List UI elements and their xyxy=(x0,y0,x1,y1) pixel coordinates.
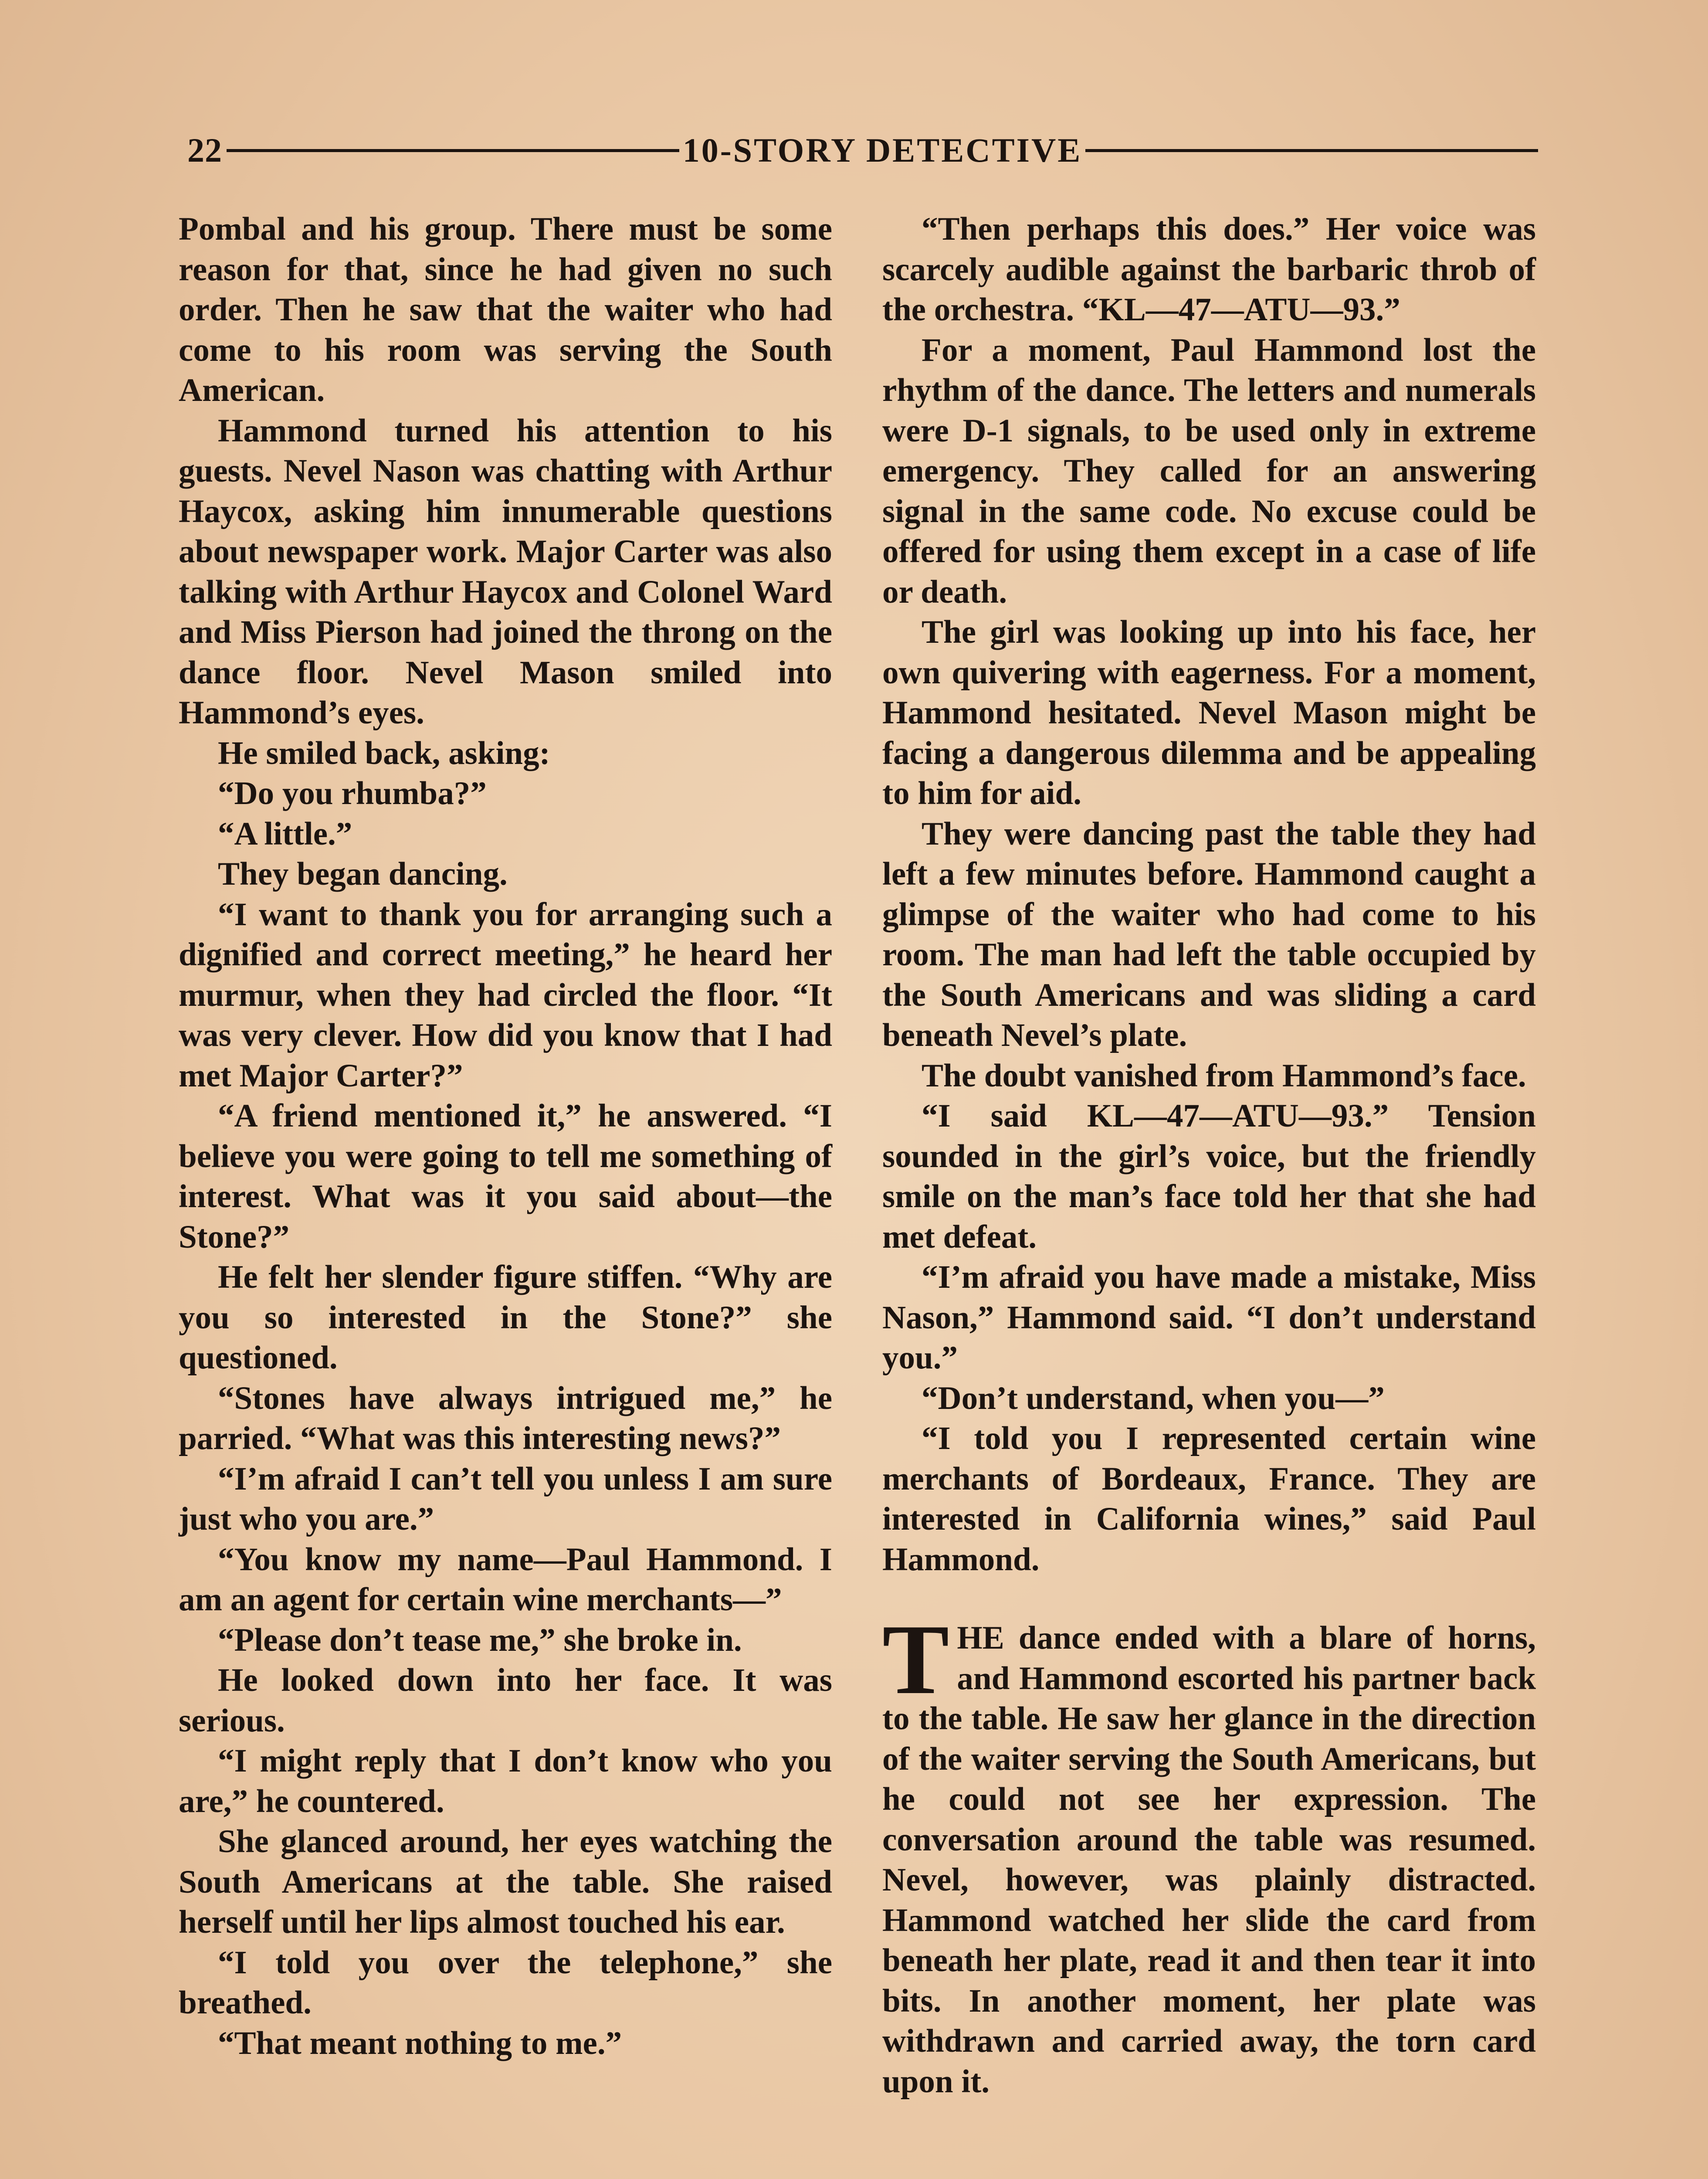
paragraph: “Stones have always intrigued me,” he parried. “What was this interesting news?” xyxy=(179,1380,832,1456)
running-header xyxy=(187,126,1538,174)
left-column xyxy=(179,209,832,2064)
paragraph: “I’m afraid you have made a mistake, Miss Nason,” Hammond said. “I don’t understand you.” xyxy=(882,1259,1536,1376)
paragraph: “You know my name—Paul Hammond. I am an agent for certain wine merchants—” xyxy=(179,1541,832,1618)
page-number: 22 xyxy=(187,131,222,169)
section-break-paragraph xyxy=(882,1604,1536,2102)
paragraph: The girl was looking up into his face, her own quivering with eagerness. For a moment, Hammond hesitated. Nevel Mason might be facing a dangerous dilemma and be appealing to him for aid. xyxy=(882,614,1536,811)
paragraph: “I told you I represented certain wine merchants of Bordeaux, France. They are interested in California wines,” said Paul Hammond. xyxy=(882,1420,1536,1578)
drop-cap: T xyxy=(882,1604,949,1715)
paragraph: They were dancing past the table they had left a few minutes before. Hammond caught a glimpse of the waiter who had come to his room. The man had left the table occupied by the South Americans and was sliding a card beneath Nevel’s plate. xyxy=(882,815,1536,1053)
paragraph: “Don’t understand, when you—” xyxy=(922,1380,1385,1416)
paragraph: They began dancing. xyxy=(218,856,508,892)
paragraph: “I’m afraid I can’t tell you unless I am sure just who you are.” xyxy=(179,1460,832,1537)
header-rule-right xyxy=(1085,149,1538,152)
paragraph: He looked down into her face. It was serious. xyxy=(179,1662,832,1739)
paragraph: Pombal and his group. There must be some reason for that, since he had given no such order. Then he saw that the waiter who had come to his room was serving the South American. xyxy=(179,211,832,408)
paragraph: “I said KL—47—ATU—93.” Tension sounded in the girl’s voice, but the friendly smile on the man’s face told her that she had met defeat. xyxy=(882,1098,1536,1255)
right-column xyxy=(882,209,1536,2102)
section-break-text: HE dance ended with a blare of horns, and Hammond escorted his partner back to the table. He saw her glance in the direction of the waiter serving the South Americans, but he could not see her expression. The conversation around the table was resumed. Nevel, however, was plainly distracted. Hammond watched her slide the card from beneath her plate, read it and then tear it into bits. In another moment, her plate was withdrawn and carried away, the torn card upon it. xyxy=(882,1620,1536,2100)
paragraph: “I might reply that I don’t know who you are,” he countered. xyxy=(179,1743,832,1819)
paragraph: “That meant nothing to me.” xyxy=(218,2025,622,2061)
magazine-title: 10-STORY DETECTIVE xyxy=(682,131,1082,169)
paragraph: “Do you rhumba?” xyxy=(218,775,487,811)
header-rule-left xyxy=(227,149,679,152)
paragraph: She glanced around, her eyes watching the South Americans at the table. She raised herself until her lips almost touched his ear. xyxy=(179,1823,832,1940)
paragraph: “A little.” xyxy=(218,815,352,852)
paragraph: “Please don’t tease me,” she broke in. xyxy=(218,1622,742,1658)
paragraph: “A friend mentioned it,” he answered. “I believe you were going to tell me something of interest. What was it you said about—the Stone?” xyxy=(179,1098,832,1255)
paragraph: Hammond turned his attention to his guests. Nevel Nason was chatting with Arthur Haycox, asking him innumerable questions about newspaper work. Major Carter was also talking with Arthur Haycox and Colonel Ward and Miss Pierson had joined the throng on the dance floor. Nevel Mason smiled into Hammond’s eyes. xyxy=(179,412,832,731)
paragraph: “I told you over the telephone,” she breathed. xyxy=(179,1944,832,2021)
paragraph: For a moment, Paul Hammond lost the rhythm of the dance. The letters and numerals were D-1 signals, to be used only in extreme emergency. They called for an answering signal in the same code. No excuse could be offered for using them except in a case of life or death. xyxy=(882,332,1536,610)
paragraph: “I want to thank you for arranging such a dignified and correct meeting,” he heard her murmur, when they had circled the floor. “It was very clever. How did you know that I had met Major Carter?” xyxy=(179,896,832,1094)
paragraph: “Then perhaps this does.” Her voice was scarcely audible against the barbaric throb of the orchestra. “KL—47—ATU—93.” xyxy=(882,211,1536,328)
paragraph: The doubt vanished from Hammond’s face. xyxy=(922,1057,1526,1094)
paragraph: He smiled back, asking: xyxy=(218,735,550,771)
paragraph: He felt her slender figure stiffen. “Why are you so interested in the Stone?” she questioned. xyxy=(179,1259,832,1376)
